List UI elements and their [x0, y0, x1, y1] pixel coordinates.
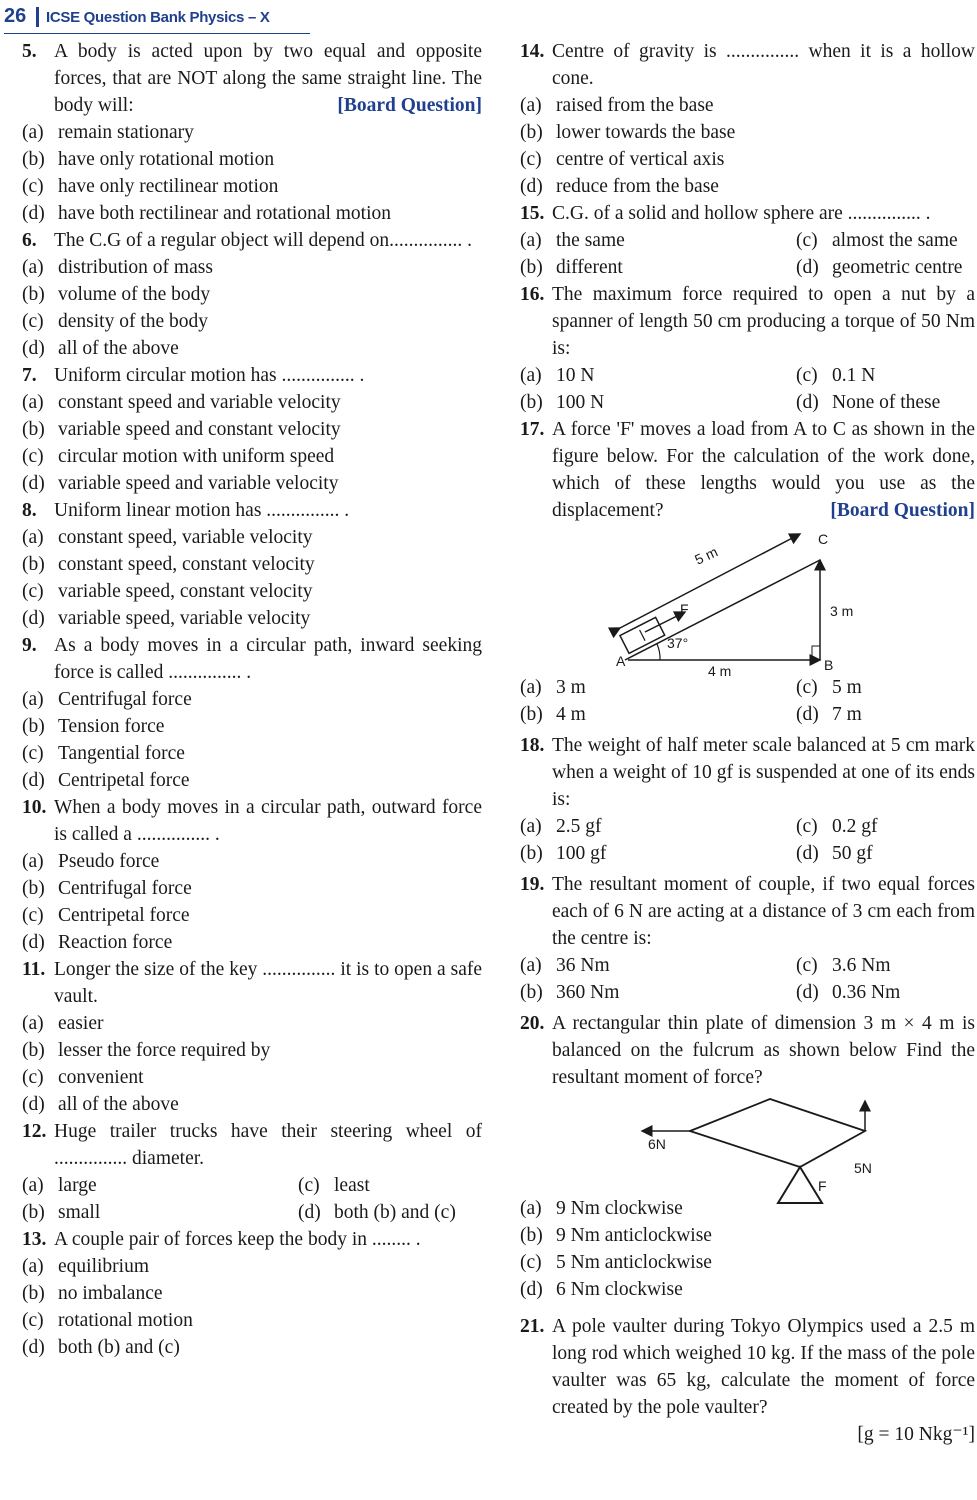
label-3m: 3 m — [830, 603, 854, 619]
option-label: (a) — [520, 816, 542, 837]
question-number: 6. — [22, 230, 37, 251]
option — [22, 740, 482, 767]
question-13 — [22, 1226, 482, 1253]
option-label: (c) — [520, 149, 542, 170]
question-6 — [22, 227, 482, 254]
option — [22, 902, 482, 929]
option-label: (a) — [22, 392, 44, 413]
option-label: (d) — [796, 392, 819, 413]
option-label: (d) — [520, 1279, 543, 1300]
question-14 — [520, 38, 975, 92]
option-text: easier — [58, 1013, 104, 1034]
option — [22, 551, 482, 578]
options-row — [520, 979, 975, 1006]
option — [22, 146, 482, 173]
option-text: 50 gf — [832, 843, 873, 864]
option-label: (a) — [22, 1175, 44, 1196]
option-text: 7 m — [832, 704, 862, 725]
option — [22, 200, 482, 227]
option — [22, 929, 482, 956]
option-label: (d) — [22, 1094, 45, 1115]
option — [22, 1307, 482, 1334]
option-text: all of the above — [58, 1094, 179, 1115]
question-number: 17. — [520, 419, 545, 440]
option-label: (c) — [796, 230, 818, 251]
option-label: (d) — [22, 338, 45, 359]
incline-figure — [520, 524, 975, 676]
header-divider — [36, 7, 39, 27]
question-text-body: As a body moves in a circular path, inward seeking force is called ............... . — [54, 635, 482, 683]
option-text: both (b) and (c) — [58, 1337, 180, 1358]
page-number: 26 — [4, 5, 27, 27]
option-label: (c) — [22, 1310, 44, 1331]
option — [796, 389, 975, 416]
question-text-body: When a body moves in a circular path, outward force is called a ............... . — [54, 797, 482, 845]
option — [796, 813, 975, 840]
option-text: volume of the body — [58, 284, 211, 305]
option-label: (b) — [520, 1225, 543, 1246]
question-text: A rectangular thin plate of dimension 3 m × 4 m is balanced on the fulcrum as shown below Find the resultant moment of force? — [552, 1013, 975, 1088]
question-text — [54, 794, 482, 848]
option-text: Centrifugal force — [58, 689, 192, 710]
option — [796, 254, 975, 281]
option — [520, 92, 975, 119]
book-title: ICSE Question Bank Physics – X — [46, 9, 270, 26]
option-label: (b) — [520, 122, 543, 143]
options-row — [520, 227, 975, 254]
question-number: 7. — [22, 365, 37, 386]
option-text: centre of vertical axis — [556, 149, 725, 170]
option-text: Tension force — [58, 716, 165, 737]
option — [520, 1195, 780, 1222]
option-label: (b) — [520, 257, 543, 278]
option-text: Tangential force — [58, 743, 185, 764]
option — [22, 254, 482, 281]
option — [520, 813, 796, 840]
option-text: have both rectilinear and rotational motion — [58, 203, 392, 224]
option-label: (a) — [22, 851, 44, 872]
question-19 — [520, 871, 975, 952]
option-text: Centrifugal force — [58, 878, 192, 899]
option — [520, 362, 796, 389]
option — [22, 713, 482, 740]
option-text: Centripetal force — [58, 770, 190, 791]
option-text: rotational motion — [58, 1310, 193, 1331]
option-text: Centripetal force — [58, 905, 190, 926]
option — [22, 1064, 482, 1091]
question-text-body: Uniform linear motion has ............... . — [54, 500, 350, 521]
option-text: 9 Nm anticlockwise — [556, 1225, 712, 1246]
option — [22, 524, 482, 551]
question-9 — [22, 632, 482, 686]
option-text: distribution of mass — [58, 257, 213, 278]
option-label: (c) — [22, 905, 44, 926]
question-8 — [22, 497, 482, 524]
question-text — [54, 227, 482, 254]
option-text: large — [58, 1175, 97, 1196]
option-text: constant speed, constant velocity — [58, 554, 315, 575]
option-text: circular motion with uniform speed — [58, 446, 335, 467]
option — [796, 840, 975, 867]
question-text: The weight of half meter scale balanced at 5 cm mark when a weight of 10 gf is suspended at one of its ends is: — [552, 735, 975, 810]
option-label: (b) — [22, 284, 45, 305]
option-label: (a) — [22, 527, 44, 548]
option-text: 0.2 gf — [832, 816, 878, 837]
option — [22, 281, 482, 308]
option-text: no imbalance — [58, 1283, 163, 1304]
options-row — [520, 952, 975, 979]
option-text: variable speed, constant velocity — [58, 581, 313, 602]
question-number: 16. — [520, 284, 545, 305]
option-text: 3.6 Nm — [832, 955, 891, 976]
gravity-note: [g = 10 Nkg⁻¹] — [857, 1424, 975, 1445]
question-number: 19. — [520, 874, 545, 895]
option-label: (a) — [22, 1256, 44, 1277]
option-text: 0.36 Nm — [832, 982, 901, 1003]
page-header — [4, 3, 310, 34]
label-B: B — [824, 657, 834, 673]
option — [22, 119, 482, 146]
option-label: (b) — [520, 704, 543, 725]
plate-outline — [690, 1099, 865, 1167]
question-number: 9. — [22, 635, 37, 656]
option — [796, 362, 975, 389]
option-text: lower towards the base — [556, 122, 736, 143]
question-text: A couple pair of forces keep the body in ........ . — [54, 1229, 421, 1250]
question-11 — [22, 956, 482, 1010]
option-text: 36 Nm — [556, 955, 610, 976]
question-text — [54, 362, 482, 389]
option-text: all of the above — [58, 338, 179, 359]
label-5N: 5N — [854, 1160, 872, 1176]
option-text: both (b) and (c) — [334, 1202, 456, 1223]
question-text: Huge trailer trucks have their steering wheel of ............... diameter. — [54, 1121, 482, 1169]
option — [520, 146, 975, 173]
option-label: (b) — [520, 843, 543, 864]
option — [520, 979, 796, 1006]
option-label: (a) — [520, 955, 542, 976]
option-text: the same — [556, 230, 625, 251]
option-text: 2.5 gf — [556, 816, 602, 837]
option-label: (d) — [22, 608, 45, 629]
option — [796, 701, 975, 728]
option — [22, 443, 482, 470]
question-text: The resultant moment of couple, if two equal forces each of 6 N are acting at a distance of 3 cm each from the centre is: — [552, 874, 975, 949]
option-label: (c) — [298, 1175, 320, 1196]
option — [22, 1172, 298, 1199]
question-text — [54, 632, 482, 686]
option-text: remain stationary — [58, 122, 194, 143]
option-text: 5 m — [832, 677, 862, 698]
option — [796, 227, 975, 254]
option-label: (b) — [520, 392, 543, 413]
option — [22, 1037, 482, 1064]
question-text: A pole vaulter during Tokyo Olympics used a 2.5 m long rod which weighed 10 kg. If the mass of the pole vaulter was 65 kg, calculate the moment of force created by the pole vaulter? — [552, 1316, 975, 1418]
option-label: (d) — [796, 982, 819, 1003]
option — [22, 308, 482, 335]
question-18 — [520, 732, 975, 813]
option — [22, 767, 482, 794]
option-label: (c) — [796, 955, 818, 976]
question-12 — [22, 1118, 482, 1172]
option — [22, 470, 482, 497]
option-text: lesser the force required by — [58, 1040, 271, 1061]
option — [22, 1253, 482, 1280]
option — [22, 1091, 482, 1118]
option — [22, 335, 482, 362]
options-row — [520, 362, 975, 389]
option — [520, 1222, 780, 1249]
option-text: variable speed, variable velocity — [58, 608, 311, 629]
option — [22, 686, 482, 713]
option-text: almost the same — [832, 230, 958, 251]
question-text-body: A body is acted upon by two equal and opposite forces, that are NOT along the same straight line. The body will: — [54, 41, 482, 116]
question-number: 12. — [22, 1121, 47, 1142]
option-label: (d) — [22, 1337, 45, 1358]
option — [520, 1276, 780, 1303]
option-label: (c) — [520, 1252, 542, 1273]
options-row — [520, 254, 975, 281]
option-text: least — [334, 1175, 370, 1196]
question-17-text: A force 'F' moves a load from A to C as shown in the figure below. For the calculation of the work done, which of these lengths would you use as the displacement? — [552, 419, 975, 521]
option-label: (d) — [520, 176, 543, 197]
label-C: C — [818, 531, 829, 547]
q20-options — [520, 1195, 780, 1303]
option-label: (c) — [22, 176, 44, 197]
option — [796, 979, 975, 1006]
option — [22, 389, 482, 416]
option — [520, 952, 796, 979]
question-text: Centre of gravity is ............... when it is a hollow cone. — [552, 41, 975, 89]
option-text: 100 N — [556, 392, 605, 413]
option — [22, 578, 482, 605]
options-row — [22, 1199, 482, 1226]
question-number: 13. — [22, 1229, 47, 1250]
option — [22, 1334, 482, 1361]
right-angle-mark — [812, 646, 820, 660]
label-5m: 5 m — [692, 543, 721, 568]
question-5 — [22, 38, 482, 119]
option-text: density of the body — [58, 311, 209, 332]
option-text: constant speed, variable velocity — [58, 527, 313, 548]
options-row — [520, 389, 975, 416]
option-label: (d) — [796, 257, 819, 278]
question-text-body: Longer the size of the key ............... it is to open a safe vault. — [54, 959, 482, 1007]
option-label: (b) — [520, 982, 543, 1003]
option — [520, 389, 796, 416]
option-label: (c) — [22, 446, 44, 467]
question-number: 14. — [520, 41, 545, 62]
option-label: (c) — [22, 311, 44, 332]
option-text: raised from the base — [556, 95, 714, 116]
option-text: have only rectilinear motion — [58, 176, 279, 197]
option-label: (b) — [22, 554, 45, 575]
option-text: reduce from the base — [556, 176, 719, 197]
question-text — [54, 38, 482, 119]
option-label: (a) — [520, 230, 542, 251]
option-text: 6 Nm clockwise — [556, 1279, 683, 1300]
option-label: (b) — [22, 1283, 45, 1304]
left-column — [22, 38, 482, 1361]
option-label: (d) — [22, 203, 45, 224]
option — [520, 227, 796, 254]
q20-block — [520, 1091, 975, 1311]
question-number: 15. — [520, 203, 545, 224]
question-text-body: The C.G of a regular object will depend on............... . — [54, 230, 473, 251]
option-text: equilibrium — [58, 1256, 149, 1277]
board-question-tag: [Board Question] — [337, 95, 482, 116]
option — [22, 1010, 482, 1037]
option — [22, 875, 482, 902]
option-text: 4 m — [556, 704, 586, 725]
question-text-body: Uniform circular motion has ............... . — [54, 365, 365, 386]
option-label: (a) — [22, 1013, 44, 1034]
question-number: 21. — [520, 1316, 545, 1337]
question-number: 8. — [22, 500, 37, 521]
option-label: (b) — [22, 419, 45, 440]
label-F: F — [680, 601, 689, 617]
option-text: None of these — [832, 392, 941, 413]
option-label: (c) — [22, 743, 44, 764]
option — [520, 840, 796, 867]
question-text — [54, 956, 482, 1010]
question-text: C.G. of a solid and hollow sphere are ............... . — [552, 203, 931, 224]
option-label: (a) — [520, 95, 542, 116]
option-text: geometric centre — [832, 257, 963, 278]
option-label: (c) — [22, 1067, 44, 1088]
option-label: (d) — [22, 473, 45, 494]
option-text: Reaction force — [58, 932, 173, 953]
option-text: constant speed and variable velocity — [58, 392, 341, 413]
option-text: small — [58, 1202, 101, 1223]
question-text — [54, 497, 482, 524]
question-21 — [520, 1313, 975, 1421]
option-text: 0.1 N — [832, 365, 876, 386]
option-text: have only rotational motion — [58, 149, 275, 170]
option-label: (b) — [22, 1040, 45, 1061]
label-F: F — [818, 1178, 827, 1194]
question-text — [552, 416, 975, 524]
option — [22, 416, 482, 443]
option-label: (d) — [298, 1202, 321, 1223]
question-number: 5. — [22, 41, 37, 62]
question-7 — [22, 362, 482, 389]
option-label: (a) — [22, 122, 44, 143]
option-text: 3 m — [556, 677, 586, 698]
option-text: 5 Nm anticlockwise — [556, 1252, 712, 1273]
option — [520, 701, 796, 728]
option-text: Pseudo force — [58, 851, 160, 872]
incline-diagram — [520, 524, 975, 676]
option-label: (b) — [22, 1202, 45, 1223]
options-row — [520, 840, 975, 867]
option-label: (c) — [796, 816, 818, 837]
option-text: variable speed and variable velocity — [58, 473, 339, 494]
question-number: 20. — [520, 1013, 545, 1034]
option — [520, 173, 975, 200]
question-text: The maximum force required to open a nut by a spanner of length 50 cm producing a torque of 50 Nm is: — [552, 284, 975, 359]
option-label: (d) — [22, 932, 45, 953]
option-text: 360 Nm — [556, 982, 620, 1003]
option-text: 10 N — [556, 365, 595, 386]
option-label: (c) — [796, 677, 818, 698]
option-label: (a) — [520, 677, 542, 698]
options-row — [520, 701, 975, 728]
option-text: variable speed and constant velocity — [58, 419, 341, 440]
option-label: (c) — [796, 365, 818, 386]
option-label: (d) — [796, 843, 819, 864]
label-angle: 37° — [667, 635, 689, 651]
label-4m: 4 m — [708, 663, 732, 676]
option-text: convenient — [58, 1067, 144, 1088]
option-label: (b) — [22, 878, 45, 899]
fulcrum-icon — [778, 1167, 822, 1203]
question-15 — [520, 200, 975, 227]
option-text: different — [556, 257, 623, 278]
question-16 — [520, 281, 975, 362]
option — [520, 1249, 780, 1276]
question-10 — [22, 794, 482, 848]
option-label: (a) — [520, 365, 542, 386]
options-row — [22, 1172, 482, 1199]
option-label: (a) — [22, 689, 44, 710]
option-label: (c) — [22, 581, 44, 602]
option — [22, 173, 482, 200]
option — [298, 1172, 482, 1199]
option — [520, 674, 796, 701]
option-label: (a) — [520, 1198, 542, 1219]
options-row — [520, 813, 975, 840]
option — [520, 254, 796, 281]
options-row — [520, 674, 975, 701]
option — [796, 674, 975, 701]
question-number: 10. — [22, 797, 47, 818]
option-label: (a) — [22, 257, 44, 278]
question-number: 18. — [520, 735, 545, 756]
option — [22, 1280, 482, 1307]
angle-arc — [657, 644, 660, 660]
option-label: (b) — [22, 149, 45, 170]
left-question-list — [22, 38, 482, 1118]
option — [520, 119, 975, 146]
right-column — [520, 38, 975, 1448]
label-6N: 6N — [648, 1136, 666, 1152]
option — [22, 1199, 298, 1226]
option — [22, 605, 482, 632]
question-17 — [520, 416, 975, 524]
option — [298, 1199, 482, 1226]
option-label: (d) — [22, 770, 45, 791]
option-text: 9 Nm clockwise — [556, 1198, 683, 1219]
option-label: (d) — [796, 704, 819, 725]
option-text: 100 gf — [556, 843, 607, 864]
board-question-tag: [Board Question] — [830, 500, 975, 521]
option-label: (b) — [22, 716, 45, 737]
option — [796, 952, 975, 979]
label-A: A — [616, 653, 626, 669]
option — [22, 848, 482, 875]
question-number: 11. — [22, 959, 46, 980]
question-20 — [520, 1010, 975, 1091]
